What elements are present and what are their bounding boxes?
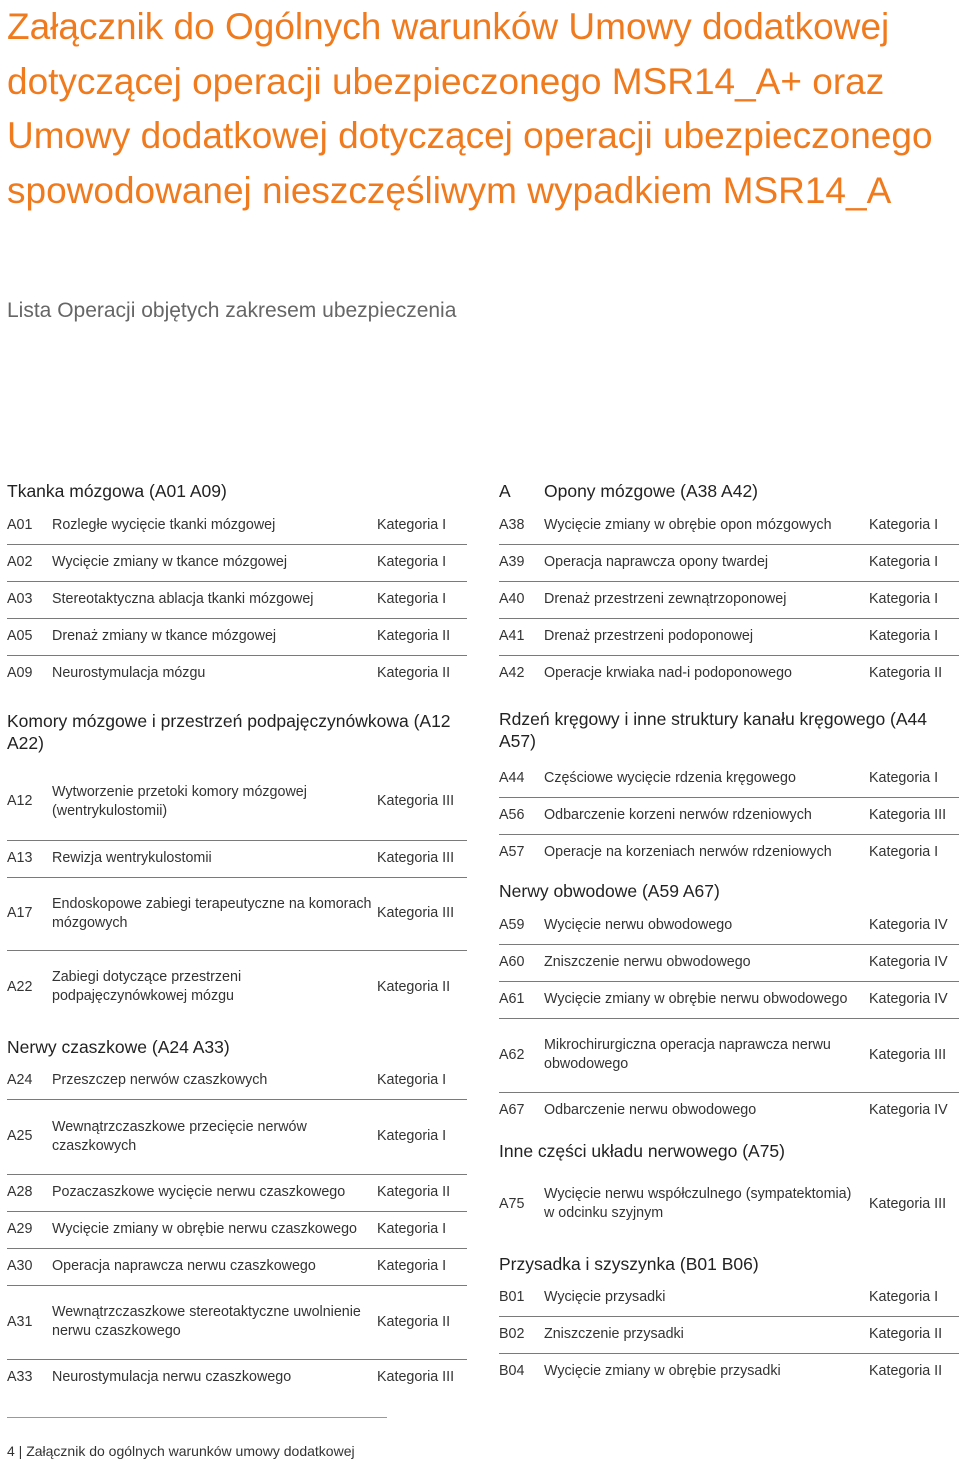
section-heading-code: A (499, 481, 511, 501)
operation-name: Operacja naprawcza opony twardej (544, 554, 769, 570)
operation-code: A67 (499, 1102, 525, 1119)
operation-category: Kategoria III (377, 905, 455, 921)
operation-name: Endoskopowe zabiegi terapeutyczne na komorach mózgowych (52, 895, 372, 931)
table-row (7, 655, 467, 692)
section-heading (499, 475, 959, 507)
operation-category: Kategoria IV (869, 916, 948, 933)
table-row (499, 581, 959, 618)
operation-name: Częściowe wycięcie rdzenia kręgowego (544, 769, 796, 786)
operation-name: Przeszczep nerwów czaszkowych (52, 1071, 268, 1088)
operation-category: Kategoria IV (869, 1102, 948, 1119)
operations-table (499, 907, 959, 1129)
operations-table (499, 507, 959, 692)
operation-category: Kategoria II (377, 1184, 451, 1200)
operation-code: A61 (499, 991, 525, 1007)
operation-name: Operacja naprawcza nerwu czaszkowego (52, 1258, 316, 1274)
page-footer (7, 1443, 355, 1459)
operation-category: Kategoria IV (869, 991, 948, 1007)
operation-category: Kategoria I (869, 516, 939, 533)
table-row (499, 944, 959, 981)
operations-table (7, 1062, 467, 1396)
operation-code: A05 (7, 628, 33, 644)
operations-table (7, 507, 467, 692)
operation-category: Kategoria III (869, 807, 947, 823)
operation-name: Drenaż przestrzeni zewnątrzoponowej (544, 591, 787, 607)
operation-code: A13 (7, 850, 33, 866)
operation-name: Wewnątrzczaszkowe przecięcie nerwów czaszkowych (52, 1118, 307, 1154)
operation-name: Wycięcie zmiany w obrębie nerwu obwodowego (544, 991, 848, 1007)
operation-code: A56 (499, 807, 525, 823)
table-row (499, 1092, 959, 1129)
operations-table (7, 764, 467, 1024)
operation-name: Odbarczenie korzeni nerwów rdzeniowych (544, 807, 812, 823)
table-row (7, 1174, 467, 1211)
operation-category: Kategoria I (377, 516, 447, 533)
operation-category: Kategoria II (869, 1326, 943, 1342)
operation-name: Wycięcie nerwu obwodowego (544, 916, 733, 933)
operation-name: Zniszczenie nerwu obwodowego (544, 954, 751, 970)
operation-name: Wytworzenie przetoki komory mózgowej (wentrykulostomii) (52, 783, 307, 819)
section-heading-text: Rdzeń kręgowy i inne struktury kanału kręgowego (A44 A57) (499, 709, 927, 751)
operation-category: Kategoria III (377, 1369, 455, 1386)
table-row (499, 797, 959, 834)
operation-category: Kategoria I (869, 769, 939, 786)
table-row (7, 950, 467, 1024)
operation-category: Kategoria II (869, 1363, 943, 1380)
operation-code: A22 (7, 978, 33, 995)
operation-category: Kategoria I (869, 628, 939, 644)
operation-name: Operacje na korzeniach nerwów rdzeniowych (544, 844, 832, 861)
table-row (499, 544, 959, 581)
table-row (7, 1359, 467, 1396)
section-heading (499, 875, 959, 907)
table-row (499, 655, 959, 692)
operation-code: A40 (499, 591, 525, 607)
table-row (499, 618, 959, 655)
operation-name: Wycięcie zmiany w obrębie opon mózgowych (544, 516, 832, 533)
footer-text: 4 | Załącznik do ogólnych warunków umowy dodatkowej (7, 1443, 355, 1459)
operation-category: Kategoria I (869, 1288, 939, 1305)
section-heading-text: Przysadka i szyszynka (B01 B06) (499, 1254, 759, 1274)
operation-code: A29 (7, 1221, 33, 1237)
section-heading (499, 700, 959, 760)
operation-code: A42 (499, 665, 525, 682)
section-heading (7, 475, 467, 507)
operation-code: A38 (499, 516, 525, 533)
operation-category: Kategoria III (377, 793, 455, 810)
table-row (499, 507, 959, 544)
operation-category: Kategoria II (377, 1313, 451, 1330)
operation-name: Odbarczenie nerwu obwodowego (544, 1102, 757, 1119)
footer-rule (7, 1417, 387, 1418)
operations-table (499, 1167, 959, 1241)
table-row (499, 834, 959, 871)
table-row (7, 507, 467, 544)
section-heading (499, 1135, 959, 1167)
section-heading-text: Inne części układu nerwowego (A75) (499, 1141, 785, 1161)
operation-name: Drenaż zmiany w tkance mózgowej (52, 628, 277, 644)
section-heading-text: Nerwy czaszkowe (A24 A33) (7, 1037, 230, 1057)
operation-code: A24 (7, 1071, 33, 1088)
operation-code: A59 (499, 916, 525, 933)
table-row (499, 1018, 959, 1092)
operation-name: Zabiegi dotyczące przestrzeni podpajęczynówkowej mózgu (52, 969, 242, 1005)
table-row (7, 840, 467, 877)
operation-code: A28 (7, 1184, 33, 1200)
operation-code: A33 (7, 1369, 33, 1386)
table-row (7, 581, 467, 618)
operation-code: A30 (7, 1258, 33, 1274)
table-row (499, 760, 959, 797)
operation-category: Kategoria I (377, 554, 447, 570)
operation-name: Wycięcie przysadki (544, 1288, 666, 1305)
operation-name: Rozległe wycięcie tkanki mózgowej (52, 516, 276, 533)
operation-code: A12 (7, 793, 33, 810)
operation-name: Pozaczaszkowe wycięcie nerwu czaszkowego (52, 1184, 346, 1200)
operation-category: Kategoria I (377, 1221, 447, 1237)
table-row (7, 1211, 467, 1248)
operation-code: A02 (7, 554, 33, 570)
section-heading-text: Tkanka mózgowa (A01 A09) (7, 481, 227, 501)
operation-category: Kategoria I (377, 1258, 447, 1274)
operation-category: Kategoria II (869, 665, 943, 682)
operation-category: Kategoria IV (869, 954, 948, 970)
table-row (499, 981, 959, 1018)
operation-name: Wycięcie zmiany w obrębie nerwu czaszkowego (52, 1221, 357, 1237)
section-heading-text: Opony mózgowe (A38 A42) (544, 481, 759, 501)
operation-name: Wycięcie zmiany w tkance mózgowej (52, 554, 288, 570)
operation-name: Drenaż przestrzeni podoponowej (544, 628, 754, 644)
operation-code: A44 (499, 769, 525, 786)
operation-category: Kategoria I (377, 591, 447, 607)
operation-code: A75 (499, 1195, 525, 1212)
section-heading-text: Nerwy obwodowe (A59 A67) (499, 881, 720, 901)
table-row (499, 1279, 959, 1316)
operation-code: B01 (499, 1288, 525, 1305)
operation-category: Kategoria I (377, 1128, 447, 1144)
operation-code: A31 (7, 1313, 33, 1330)
operation-category: Kategoria I (377, 1071, 447, 1088)
operation-category: Kategoria III (869, 1195, 947, 1212)
operation-code: A25 (7, 1128, 33, 1144)
right-column (499, 475, 959, 1390)
table-row (7, 618, 467, 655)
table-row (7, 1062, 467, 1099)
operation-name: Zniszczenie przysadki (544, 1326, 684, 1342)
operation-code: A57 (499, 844, 525, 861)
table-row (7, 1099, 467, 1174)
table-row (499, 907, 959, 944)
section-heading (7, 700, 467, 764)
section-heading (499, 1249, 959, 1279)
section-heading-text: Komory mózgowe i przestrzeń podpajęczynówkowa (A12 A22) (7, 711, 451, 753)
operation-code: A39 (499, 554, 525, 570)
table-row (7, 1285, 467, 1359)
operation-name: Rewizja wentrykulostomii (52, 850, 212, 866)
operation-code: A41 (499, 628, 525, 644)
operation-category: Kategoria III (869, 1046, 947, 1063)
operation-category: Kategoria I (869, 554, 939, 570)
operation-code: B04 (499, 1363, 525, 1380)
operation-code: B02 (499, 1326, 525, 1342)
section-heading (7, 1032, 467, 1062)
operation-category: Kategoria III (377, 850, 455, 866)
operation-code: A60 (499, 954, 525, 970)
operation-category: Kategoria II (377, 628, 451, 644)
operation-code: A17 (7, 905, 33, 921)
document-subtitle: Lista Operacji objętych zakresem ubezpieczenia (7, 299, 457, 322)
operation-name: Mikrochirurgiczna operacja naprawcza nerwu obwodowego (544, 1037, 831, 1072)
table-row (7, 764, 467, 840)
operation-category: Kategoria I (869, 591, 939, 607)
operation-name: Wewnątrzczaszkowe stereotaktyczne uwolnienie nerwu czaszkowego (52, 1304, 361, 1339)
operation-code: A09 (7, 665, 33, 682)
operation-code: A03 (7, 591, 33, 607)
operation-category: Kategoria II (377, 665, 451, 682)
table-row (7, 877, 467, 950)
operations-table (499, 1279, 959, 1390)
operation-name: Wycięcie nerwu współczulnego (sympatektomia) w odcinku szyjnym (544, 1186, 852, 1221)
table-row (499, 1167, 959, 1241)
operations-table (499, 760, 959, 871)
table-row (7, 544, 467, 581)
operation-name: Neurostymulacja nerwu czaszkowego (52, 1369, 292, 1386)
operation-name: Operacje krwiaka nad-i podoponowego (544, 665, 792, 682)
table-row (499, 1353, 959, 1390)
operation-category: Kategoria I (869, 844, 939, 861)
operation-name: Stereotaktyczna ablacja tkanki mózgowej (52, 591, 314, 607)
operation-code: A01 (7, 516, 33, 533)
table-row (499, 1316, 959, 1353)
operation-name: Neurostymulacja mózgu (52, 665, 206, 682)
left-column (7, 475, 467, 1396)
operation-category: Kategoria II (377, 978, 451, 995)
document-title: Załącznik do Ogólnych warunków Umowy dodatkowej dotyczącej operacji ubezpieczonego MSR14_A+ oraz Umowy dodatkowej dotyczącej operacji ubezpieczonego spowodowanej nieszczęśliwym wypadkiem MSR14_A (7, 6, 933, 211)
operation-code: A62 (499, 1046, 525, 1063)
operation-name: Wycięcie zmiany w obrębie przysadki (544, 1363, 781, 1380)
table-row (7, 1248, 467, 1285)
